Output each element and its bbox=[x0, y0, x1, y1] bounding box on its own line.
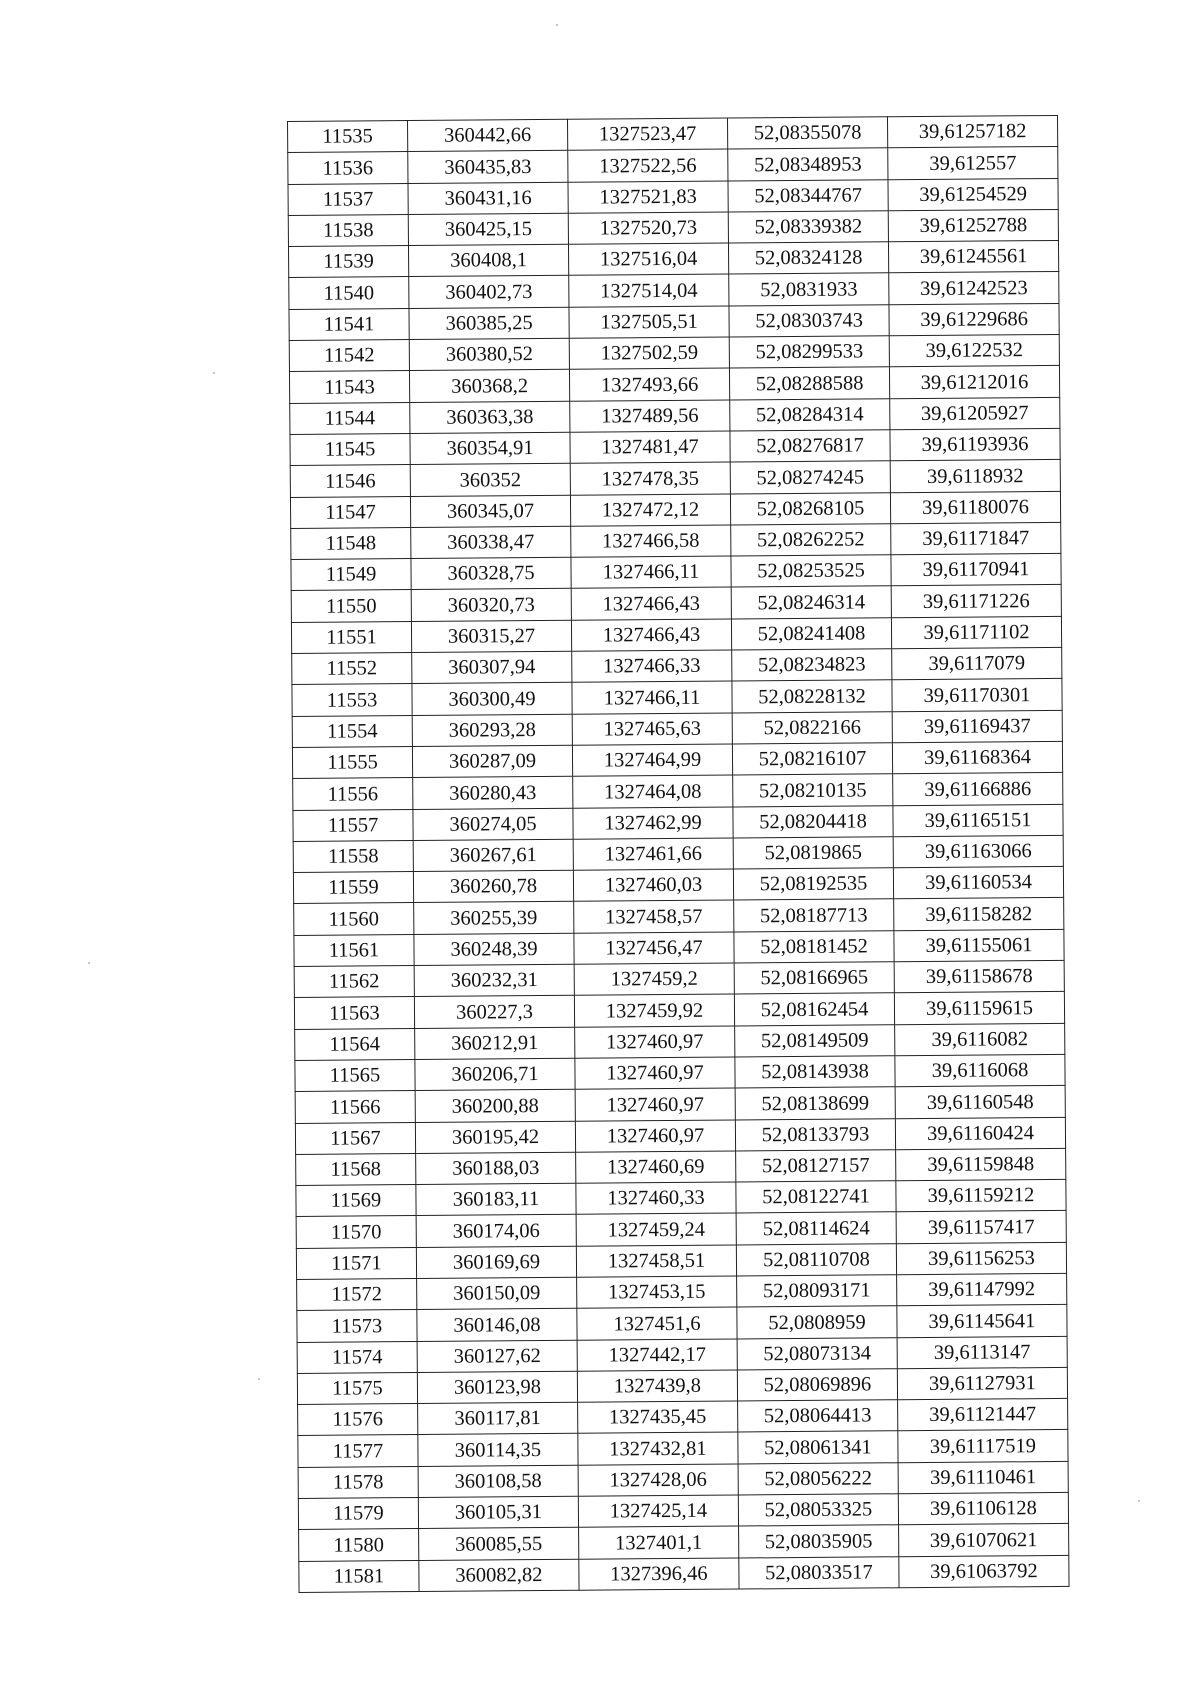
point-number-cell: 11559 bbox=[293, 872, 413, 904]
latitude-cell: 52,08241408 bbox=[731, 618, 891, 651]
y-coordinate-cell: 1327465,63 bbox=[572, 713, 732, 746]
y-coordinate-cell: 1327460,69 bbox=[576, 1151, 736, 1184]
x-coordinate-cell: 360431,16 bbox=[408, 182, 568, 215]
point-number-cell: 11567 bbox=[295, 1122, 415, 1154]
y-coordinate-cell: 1327428,06 bbox=[578, 1464, 738, 1497]
latitude-cell: 52,08122741 bbox=[736, 1181, 896, 1214]
longitude-cell: 39,61229686 bbox=[889, 303, 1059, 336]
latitude-cell: 52,08149509 bbox=[735, 1024, 895, 1057]
point-number-cell: 11543 bbox=[289, 371, 409, 403]
y-coordinate-cell: 1327464,08 bbox=[573, 775, 733, 808]
x-coordinate-cell: 360248,39 bbox=[414, 933, 574, 966]
x-coordinate-cell: 360260,78 bbox=[413, 870, 573, 903]
x-coordinate-cell: 360105,31 bbox=[418, 1496, 578, 1529]
y-coordinate-cell: 1327458,57 bbox=[574, 900, 734, 933]
longitude-cell: 39,61127931 bbox=[897, 1367, 1067, 1400]
x-coordinate-cell: 360169,69 bbox=[416, 1246, 576, 1279]
longitude-cell: 39,61156253 bbox=[896, 1242, 1066, 1275]
point-number-cell: 11541 bbox=[289, 308, 409, 340]
longitude-cell: 39,61063792 bbox=[899, 1555, 1069, 1588]
x-coordinate-cell: 360212,91 bbox=[415, 1027, 575, 1060]
y-coordinate-cell: 1327466,11 bbox=[571, 556, 731, 589]
latitude-cell: 52,0831933 bbox=[729, 273, 889, 306]
y-coordinate-cell: 1327478,35 bbox=[570, 462, 730, 495]
coordinates-table-body bbox=[288, 115, 1070, 1592]
y-coordinate-cell: 1327456,47 bbox=[574, 932, 734, 965]
latitude-cell: 52,08114624 bbox=[736, 1212, 896, 1245]
scan-speck bbox=[556, 24, 558, 26]
x-coordinate-cell: 360385,25 bbox=[409, 307, 569, 340]
longitude-cell: 39,61166886 bbox=[893, 773, 1063, 806]
x-coordinate-cell: 360352 bbox=[410, 464, 570, 497]
point-number-cell: 11574 bbox=[297, 1341, 417, 1373]
y-coordinate-cell: 1327401,1 bbox=[579, 1526, 739, 1559]
longitude-cell: 39,6122532 bbox=[889, 335, 1059, 368]
point-number-cell: 11572 bbox=[297, 1279, 417, 1311]
latitude-cell: 52,08056222 bbox=[738, 1463, 898, 1496]
latitude-cell: 52,08228132 bbox=[732, 680, 892, 713]
latitude-cell: 52,08069896 bbox=[737, 1369, 897, 1402]
longitude-cell: 39,61165151 bbox=[893, 804, 1063, 837]
x-coordinate-cell: 360408,1 bbox=[408, 244, 568, 277]
x-coordinate-cell: 360442,66 bbox=[408, 119, 568, 152]
y-coordinate-cell: 1327435,45 bbox=[578, 1401, 738, 1434]
latitude-cell: 52,08110708 bbox=[736, 1243, 896, 1276]
longitude-cell: 39,61160548 bbox=[895, 1086, 1065, 1119]
y-coordinate-cell: 1327464,99 bbox=[572, 744, 732, 777]
latitude-cell: 52,08166965 bbox=[734, 962, 894, 995]
x-coordinate-cell: 360174,06 bbox=[416, 1215, 576, 1248]
longitude-cell: 39,61169437 bbox=[892, 710, 1062, 743]
point-number-cell: 11544 bbox=[290, 402, 410, 434]
longitude-cell: 39,61106128 bbox=[898, 1492, 1068, 1525]
longitude-cell: 39,61168364 bbox=[892, 741, 1062, 774]
longitude-cell: 39,61170941 bbox=[891, 554, 1061, 587]
x-coordinate-cell: 360127,62 bbox=[417, 1340, 577, 1373]
point-number-cell: 11577 bbox=[298, 1435, 418, 1467]
point-number-cell: 11537 bbox=[288, 183, 408, 215]
y-coordinate-cell: 1327459,2 bbox=[574, 963, 734, 996]
point-number-cell: 11570 bbox=[296, 1216, 416, 1248]
latitude-cell: 52,08035905 bbox=[739, 1525, 899, 1558]
point-number-cell: 11538 bbox=[288, 214, 408, 246]
x-coordinate-cell: 360354,91 bbox=[410, 432, 570, 465]
point-number-cell: 11540 bbox=[289, 277, 409, 309]
point-number-cell: 11576 bbox=[298, 1404, 418, 1436]
longitude-cell: 39,61117519 bbox=[898, 1430, 1068, 1463]
latitude-cell: 52,08348953 bbox=[728, 148, 888, 181]
point-number-cell: 11556 bbox=[293, 778, 413, 810]
longitude-cell: 39,61242523 bbox=[889, 272, 1059, 305]
point-number-cell: 11552 bbox=[292, 653, 412, 685]
y-coordinate-cell: 1327516,04 bbox=[568, 243, 728, 276]
latitude-cell: 52,08324128 bbox=[728, 242, 888, 275]
y-coordinate-cell: 1327523,47 bbox=[567, 118, 727, 151]
y-coordinate-cell: 1327466,43 bbox=[571, 619, 731, 652]
x-coordinate-cell: 360085,55 bbox=[419, 1528, 579, 1561]
x-coordinate-cell: 360363,38 bbox=[410, 401, 570, 434]
longitude-cell: 39,61170301 bbox=[892, 679, 1062, 712]
x-coordinate-cell: 360293,28 bbox=[412, 714, 572, 747]
x-coordinate-cell: 360315,27 bbox=[411, 620, 571, 653]
scan-speck bbox=[88, 962, 90, 964]
scan-speck bbox=[1138, 1500, 1140, 1502]
y-coordinate-cell: 1327460,97 bbox=[575, 1057, 735, 1090]
latitude-cell: 52,08339382 bbox=[728, 211, 888, 244]
x-coordinate-cell: 360345,07 bbox=[410, 495, 570, 528]
x-coordinate-cell: 360232,31 bbox=[414, 964, 574, 997]
x-coordinate-cell: 360255,39 bbox=[414, 902, 574, 935]
point-number-cell: 11546 bbox=[290, 465, 410, 497]
latitude-cell: 52,08187713 bbox=[734, 899, 894, 932]
latitude-cell: 52,08033517 bbox=[739, 1556, 899, 1589]
x-coordinate-cell: 360117,81 bbox=[418, 1402, 578, 1435]
x-coordinate-cell: 360338,47 bbox=[411, 526, 571, 559]
latitude-cell: 52,08262252 bbox=[731, 524, 891, 557]
y-coordinate-cell: 1327459,92 bbox=[574, 994, 734, 1027]
x-coordinate-cell: 360368,2 bbox=[409, 370, 569, 403]
longitude-cell: 39,61180076 bbox=[890, 491, 1060, 524]
point-number-cell: 11561 bbox=[294, 934, 414, 966]
longitude-cell: 39,61159615 bbox=[894, 992, 1064, 1025]
latitude-cell: 52,08162454 bbox=[734, 993, 894, 1026]
latitude-cell: 52,08210135 bbox=[733, 774, 893, 807]
x-coordinate-cell: 360425,15 bbox=[408, 213, 568, 246]
longitude-cell: 39,61160534 bbox=[893, 867, 1063, 900]
longitude-cell: 39,61193936 bbox=[890, 428, 1060, 461]
point-number-cell: 11569 bbox=[296, 1185, 416, 1217]
point-number-cell: 11565 bbox=[295, 1059, 415, 1091]
y-coordinate-cell: 1327522,56 bbox=[568, 149, 728, 182]
point-number-cell: 11558 bbox=[293, 840, 413, 872]
y-coordinate-cell: 1327458,51 bbox=[576, 1245, 736, 1278]
y-coordinate-cell: 1327453,15 bbox=[577, 1276, 737, 1309]
x-coordinate-cell: 360227,3 bbox=[414, 996, 574, 1029]
point-number-cell: 11551 bbox=[291, 621, 411, 653]
latitude-cell: 52,08276817 bbox=[730, 430, 890, 463]
x-coordinate-cell: 360435,83 bbox=[408, 151, 568, 184]
y-coordinate-cell: 1327462,99 bbox=[573, 807, 733, 840]
latitude-cell: 52,08216107 bbox=[732, 743, 892, 776]
y-coordinate-cell: 1327466,43 bbox=[571, 587, 731, 620]
y-coordinate-cell: 1327460,97 bbox=[575, 1026, 735, 1059]
longitude-cell: 39,61205927 bbox=[890, 397, 1060, 430]
point-number-cell: 11542 bbox=[289, 340, 409, 372]
latitude-cell: 52,08355078 bbox=[727, 117, 887, 150]
latitude-cell: 52,08303743 bbox=[729, 305, 889, 338]
y-coordinate-cell: 1327466,58 bbox=[571, 525, 731, 558]
latitude-cell: 52,08274245 bbox=[730, 461, 890, 494]
x-coordinate-cell: 360320,73 bbox=[411, 589, 571, 622]
y-coordinate-cell: 1327432,81 bbox=[578, 1432, 738, 1465]
point-number-cell: 11571 bbox=[296, 1247, 416, 1279]
longitude-cell: 39,6116082 bbox=[895, 1023, 1065, 1056]
y-coordinate-cell: 1327520,73 bbox=[568, 212, 728, 245]
x-coordinate-cell: 360082,82 bbox=[419, 1559, 579, 1592]
longitude-cell: 39,61155061 bbox=[894, 929, 1064, 962]
point-number-cell: 11566 bbox=[295, 1091, 415, 1123]
point-number-cell: 11547 bbox=[290, 496, 410, 528]
scan-speck bbox=[258, 1378, 260, 1380]
y-coordinate-cell: 1327460,97 bbox=[575, 1120, 735, 1153]
latitude-cell: 52,08288588 bbox=[729, 367, 889, 400]
longitude-cell: 39,61158678 bbox=[894, 960, 1064, 993]
x-coordinate-cell: 360307,94 bbox=[412, 651, 572, 684]
x-coordinate-cell: 360274,05 bbox=[413, 808, 573, 841]
longitude-cell: 39,61160424 bbox=[895, 1117, 1065, 1150]
latitude-cell: 52,0808959 bbox=[737, 1306, 897, 1339]
longitude-cell: 39,6117079 bbox=[892, 647, 1062, 680]
latitude-cell: 52,08246314 bbox=[731, 586, 891, 619]
latitude-cell: 52,08253525 bbox=[731, 555, 891, 588]
x-coordinate-cell: 360123,98 bbox=[417, 1371, 577, 1404]
longitude-cell: 39,61252788 bbox=[888, 209, 1058, 242]
y-coordinate-cell: 1327489,56 bbox=[570, 400, 730, 433]
latitude-cell: 52,08053325 bbox=[738, 1494, 898, 1527]
x-coordinate-cell: 360195,42 bbox=[415, 1121, 575, 1154]
x-coordinate-cell: 360380,52 bbox=[409, 338, 569, 371]
x-coordinate-cell: 360183,11 bbox=[416, 1183, 576, 1216]
longitude-cell: 39,6118932 bbox=[890, 460, 1060, 493]
x-coordinate-cell: 360328,75 bbox=[411, 557, 571, 590]
longitude-cell: 39,61163066 bbox=[893, 835, 1063, 868]
point-number-cell: 11555 bbox=[292, 746, 412, 778]
point-number-cell: 11580 bbox=[299, 1529, 419, 1561]
latitude-cell: 52,08073134 bbox=[737, 1337, 897, 1370]
y-coordinate-cell: 1327460,97 bbox=[575, 1088, 735, 1121]
y-coordinate-cell: 1327460,33 bbox=[576, 1182, 736, 1215]
y-coordinate-cell: 1327466,33 bbox=[572, 650, 732, 683]
latitude-cell: 52,0822166 bbox=[732, 711, 892, 744]
longitude-cell: 39,61110461 bbox=[898, 1461, 1068, 1494]
x-coordinate-cell: 360200,88 bbox=[415, 1089, 575, 1122]
longitude-cell: 39,61245561 bbox=[888, 241, 1058, 274]
point-number-cell: 11557 bbox=[293, 809, 413, 841]
longitude-cell: 39,61159848 bbox=[896, 1148, 1066, 1181]
scan-speck bbox=[213, 372, 215, 374]
x-coordinate-cell: 360300,49 bbox=[412, 683, 572, 716]
point-number-cell: 11575 bbox=[297, 1372, 417, 1404]
latitude-cell: 52,08344767 bbox=[728, 179, 888, 212]
latitude-cell: 52,08284314 bbox=[730, 398, 890, 431]
x-coordinate-cell: 360114,35 bbox=[418, 1434, 578, 1467]
latitude-cell: 52,08138699 bbox=[735, 1087, 895, 1120]
point-number-cell: 11562 bbox=[294, 966, 414, 998]
longitude-cell: 39,61070621 bbox=[899, 1524, 1069, 1557]
latitude-cell: 52,08192535 bbox=[733, 868, 893, 901]
point-number-cell: 11560 bbox=[294, 903, 414, 935]
point-number-cell: 11535 bbox=[288, 121, 408, 153]
point-number-cell: 11579 bbox=[298, 1498, 418, 1530]
longitude-cell: 39,6113147 bbox=[897, 1336, 1067, 1369]
latitude-cell: 52,08061341 bbox=[738, 1431, 898, 1464]
x-coordinate-cell: 360150,09 bbox=[417, 1277, 577, 1310]
y-coordinate-cell: 1327502,59 bbox=[569, 337, 729, 370]
y-coordinate-cell: 1327425,14 bbox=[578, 1495, 738, 1528]
longitude-cell: 39,61254529 bbox=[888, 178, 1058, 211]
longitude-cell: 39,61147992 bbox=[897, 1273, 1067, 1306]
point-number-cell: 11550 bbox=[291, 590, 411, 622]
longitude-cell: 39,61171102 bbox=[891, 616, 1061, 649]
table-row bbox=[299, 1555, 1069, 1592]
coordinates-table bbox=[287, 115, 1070, 1593]
x-coordinate-cell: 360108,58 bbox=[418, 1465, 578, 1498]
x-coordinate-cell: 360267,61 bbox=[413, 839, 573, 872]
latitude-cell: 52,08268105 bbox=[730, 492, 890, 525]
point-number-cell: 11563 bbox=[294, 997, 414, 1029]
longitude-cell: 39,61212016 bbox=[889, 366, 1059, 399]
y-coordinate-cell: 1327461,66 bbox=[573, 838, 733, 871]
x-coordinate-cell: 360280,43 bbox=[413, 777, 573, 810]
point-number-cell: 11578 bbox=[298, 1466, 418, 1498]
point-number-cell: 11545 bbox=[290, 434, 410, 466]
point-number-cell: 11539 bbox=[288, 246, 408, 278]
latitude-cell: 52,08093171 bbox=[737, 1275, 897, 1308]
point-number-cell: 11549 bbox=[291, 559, 411, 591]
latitude-cell: 52,08143938 bbox=[735, 1056, 895, 1089]
x-coordinate-cell: 360188,03 bbox=[416, 1152, 576, 1185]
latitude-cell: 52,08181452 bbox=[734, 930, 894, 963]
y-coordinate-cell: 1327472,12 bbox=[570, 494, 730, 527]
y-coordinate-cell: 1327505,51 bbox=[569, 306, 729, 339]
x-coordinate-cell: 360206,71 bbox=[415, 1058, 575, 1091]
latitude-cell: 52,0819865 bbox=[733, 837, 893, 870]
point-number-cell: 11554 bbox=[292, 715, 412, 747]
longitude-cell: 39,61145641 bbox=[897, 1305, 1067, 1338]
latitude-cell: 52,08204418 bbox=[733, 805, 893, 838]
y-coordinate-cell: 1327442,17 bbox=[577, 1339, 737, 1372]
longitude-cell: 39,61171847 bbox=[891, 522, 1061, 555]
x-coordinate-cell: 360287,09 bbox=[412, 745, 572, 778]
longitude-cell: 39,6116068 bbox=[895, 1054, 1065, 1087]
y-coordinate-cell: 1327439,8 bbox=[577, 1370, 737, 1403]
x-coordinate-cell: 360146,08 bbox=[417, 1309, 577, 1342]
point-number-cell: 11548 bbox=[291, 527, 411, 559]
longitude-cell: 39,61257182 bbox=[887, 115, 1057, 148]
y-coordinate-cell: 1327460,03 bbox=[573, 869, 733, 902]
longitude-cell: 39,61157417 bbox=[896, 1211, 1066, 1244]
y-coordinate-cell: 1327514,04 bbox=[569, 275, 729, 308]
point-number-cell: 11568 bbox=[296, 1153, 416, 1185]
y-coordinate-cell: 1327521,83 bbox=[568, 181, 728, 214]
point-number-cell: 11553 bbox=[292, 684, 412, 716]
y-coordinate-cell: 1327493,66 bbox=[569, 368, 729, 401]
longitude-cell: 39,61159212 bbox=[896, 1180, 1066, 1213]
latitude-cell: 52,08064413 bbox=[738, 1400, 898, 1433]
point-number-cell: 11564 bbox=[295, 1028, 415, 1060]
x-coordinate-cell: 360402,73 bbox=[409, 276, 569, 309]
latitude-cell: 52,08127157 bbox=[736, 1150, 896, 1183]
y-coordinate-cell: 1327481,47 bbox=[570, 431, 730, 464]
y-coordinate-cell: 1327396,46 bbox=[579, 1558, 739, 1591]
point-number-cell: 11573 bbox=[297, 1310, 417, 1342]
point-number-cell: 11581 bbox=[299, 1560, 419, 1592]
latitude-cell: 52,08234823 bbox=[732, 649, 892, 682]
y-coordinate-cell: 1327451,6 bbox=[577, 1307, 737, 1340]
latitude-cell: 52,08299533 bbox=[729, 336, 889, 369]
longitude-cell: 39,61121447 bbox=[898, 1399, 1068, 1432]
point-number-cell: 11536 bbox=[288, 152, 408, 184]
longitude-cell: 39,612557 bbox=[888, 147, 1058, 180]
latitude-cell: 52,08133793 bbox=[735, 1118, 895, 1151]
y-coordinate-cell: 1327466,11 bbox=[572, 681, 732, 714]
longitude-cell: 39,61158282 bbox=[894, 898, 1064, 931]
longitude-cell: 39,61171226 bbox=[891, 585, 1061, 618]
y-coordinate-cell: 1327459,24 bbox=[576, 1213, 736, 1246]
